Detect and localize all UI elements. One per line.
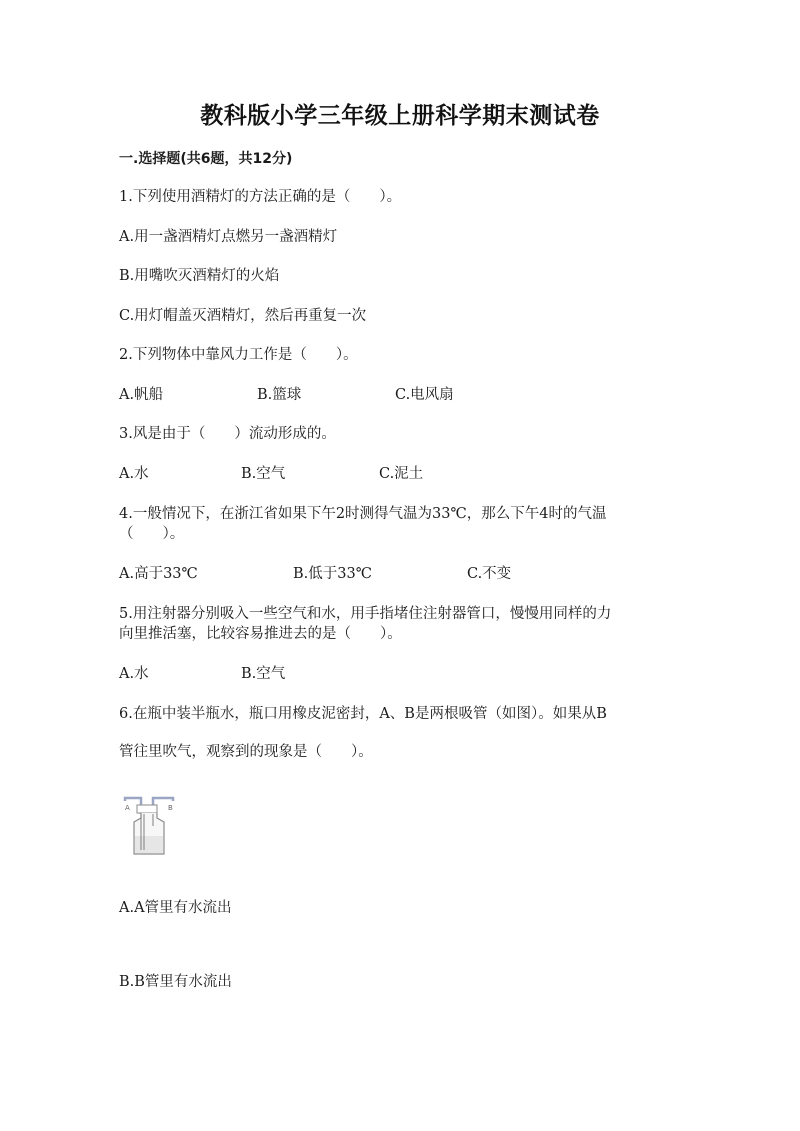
figure-label-b: B xyxy=(168,804,173,812)
question-6-stem-line-1: 6.在瓶中装半瓶水，瓶口用橡皮泥密封，A、B是两根吸管（如图）。如果从B xyxy=(119,706,607,722)
question-2-option-c: C.电风扇 xyxy=(395,387,454,403)
question-3-stem: 3.风是由于（ ）流动形成的。 xyxy=(119,426,336,442)
question-6-option-b: B.B管里有水流出 xyxy=(119,974,232,990)
question-2-stem: 2.下列物体中靠风力工作是（ ）。 xyxy=(119,347,358,363)
question-1-option-c: C.用灯帽盖灭酒精灯，然后再重复一次 xyxy=(119,308,367,324)
question-1-option-b: B.用嘴吹灭酒精灯的火焰 xyxy=(119,268,280,284)
question-3-option-a: A.水 xyxy=(119,466,149,482)
question-4-stem-line-2: （ ）。 xyxy=(119,526,185,542)
bottle-straw-figure xyxy=(119,794,179,858)
question-4-option-c: C.不变 xyxy=(467,566,512,582)
question-3-option-c: C.泥土 xyxy=(379,466,424,482)
question-5-stem-line-2: 向里推活塞，比较容易推进去的是（ ）。 xyxy=(119,626,402,642)
question-5-stem-line-1: 5.用注射器分别吸入一些空气和水，用手指堵住注射器管口，慢慢用同样的力 xyxy=(119,606,612,622)
section-heading: 一.选择题(共6题，共12分) xyxy=(119,151,293,167)
question-4-stem-line-1: 4.一般情况下，在浙江省如果下午2时测得气温为33℃，那么下午4时的气温 xyxy=(119,506,607,522)
question-2-option-a: A.帆船 xyxy=(119,387,164,403)
question-4-option-b: B.低于33℃ xyxy=(293,566,372,582)
water-fill xyxy=(135,836,163,853)
question-6-stem-line-2: 管往里吹气，观察到的现象是（ ）。 xyxy=(119,744,373,760)
question-2-option-b: B.篮球 xyxy=(257,387,302,403)
page-title: 教科版小学三年级上册科学期末测试卷 xyxy=(200,103,600,129)
question-3-option-b: B.空气 xyxy=(241,466,286,482)
figure-label-a: A xyxy=(125,804,130,812)
question-6-option-a: A.A管里有水流出 xyxy=(119,900,232,916)
question-4-option-a: A.高于33℃ xyxy=(119,566,198,582)
stopper xyxy=(137,805,157,813)
question-5-option-b: B.空气 xyxy=(241,666,286,682)
question-1-option-a: A.用一盏酒精灯点燃另一盏酒精灯 xyxy=(119,229,338,245)
question-1-stem: 1.下列使用酒精灯的方法正确的是（ ）。 xyxy=(119,189,402,205)
question-5-option-a: A.水 xyxy=(119,666,149,682)
bottle-diagram xyxy=(119,794,179,858)
